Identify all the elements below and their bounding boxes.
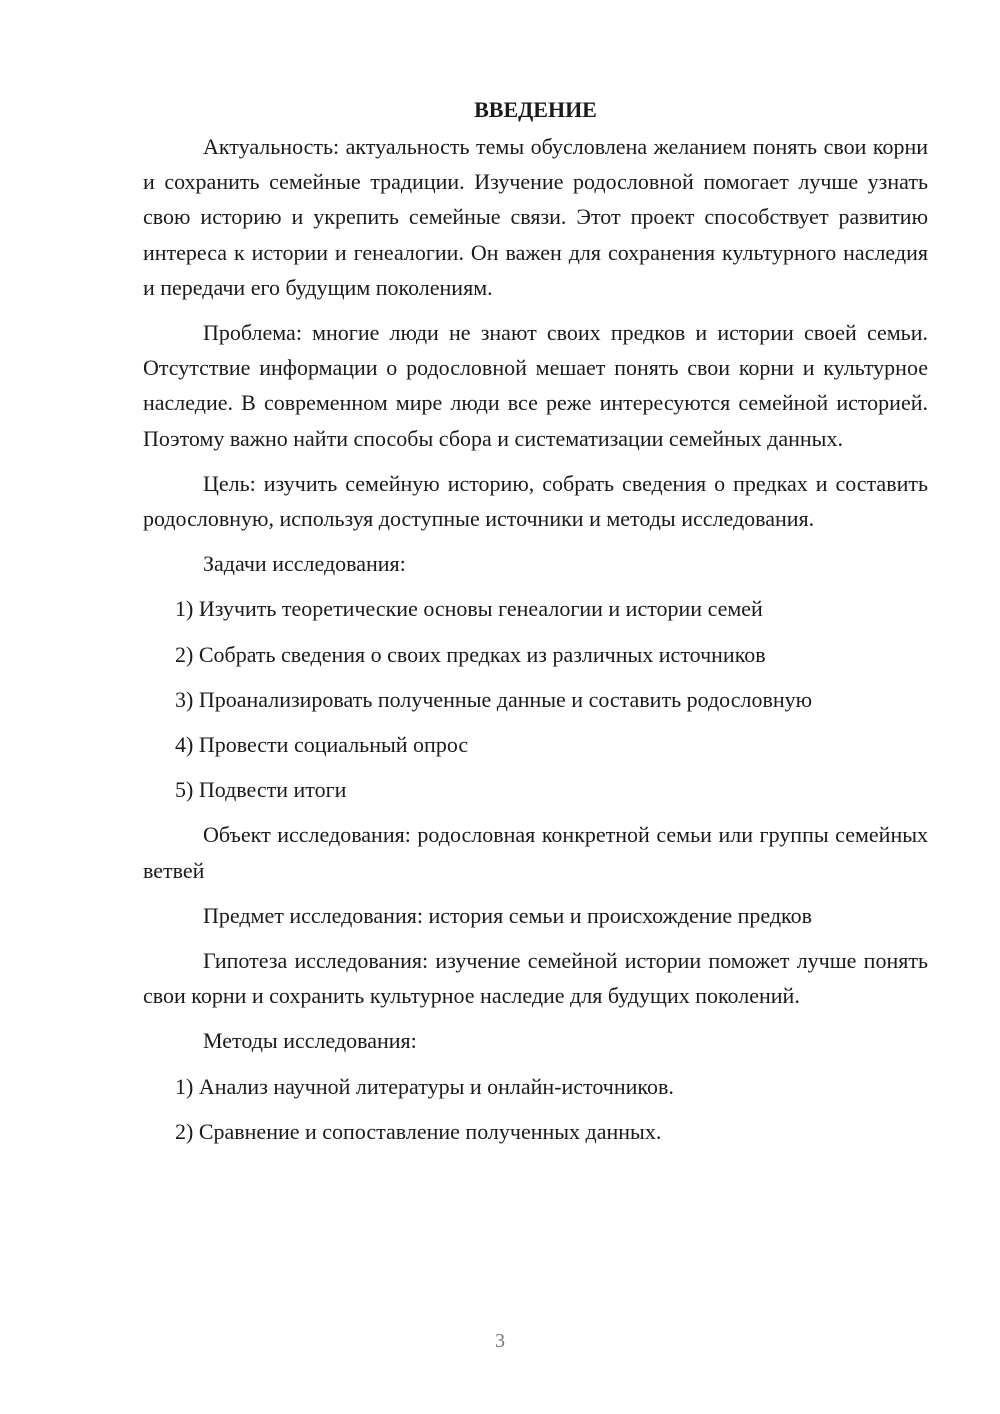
task-item: 4) Провести социальный опрос (175, 732, 469, 758)
page-title: ВВЕДЕНИЕ (474, 97, 597, 122)
task-item: 2) Собрать сведения о своих предках из различных источников (175, 641, 766, 667)
subject-paragraph: Предмет исследования: история семьи и происхождение предков (203, 902, 813, 928)
method-item: 2) Сравнение и сопоставление полученных данных. (175, 1118, 662, 1144)
relevance-paragraph: Актуальность: актуальность темы обусловлена желанием понять свои корни и сохранить семейные традиции. Изучение родословной помогает лучше узнать свою историю и укрепить семейные связи. Этот проект способствует развитию интереса к истории и генеалогии. Он важен для сохранения культурного наследия и передачи его будущим поколениям. (143, 134, 928, 300)
task-item: 1) Изучить теоретические основы генеалогии и истории семей (175, 596, 763, 622)
problem-paragraph: Проблема: многие люди не знают своих предков и истории своей семьи. Отсутствие информации о родословной мешает понять свои корни и культурное наследие. В современном мире люди все реже интересуются семейной историей. Поэтому важно найти способы сбора и систематизации семейных данных. (143, 320, 928, 451)
tasks-heading: Задачи исследования: (203, 551, 406, 577)
task-item: 3) Проанализировать полученные данные и составить родословную (175, 686, 813, 712)
goal-paragraph: Цель: изучить семейную историю, собрать сведения о предках и составить родословную, используя доступные источники и методы исследования. (143, 470, 928, 532)
method-item: 1) Анализ научной литературы и онлайн-источников. (175, 1073, 674, 1099)
hypothesis-paragraph: Гипотеза исследования: изучение семейной истории поможет лучше понять свои корни и сохранить культурное наследие для будущих поколений. (143, 948, 928, 1009)
task-item: 5) Подвести итоги (175, 777, 347, 803)
tasks-list (143, 591, 928, 807)
document-page (143, 92, 928, 1159)
methods-list (143, 1069, 928, 1149)
page-number: 3 (495, 1330, 505, 1352)
object-paragraph: Объект исследования: родословная конкретной семьи или группы семейных ветвей (143, 822, 928, 883)
methods-heading: Методы исследования: (203, 1028, 417, 1054)
